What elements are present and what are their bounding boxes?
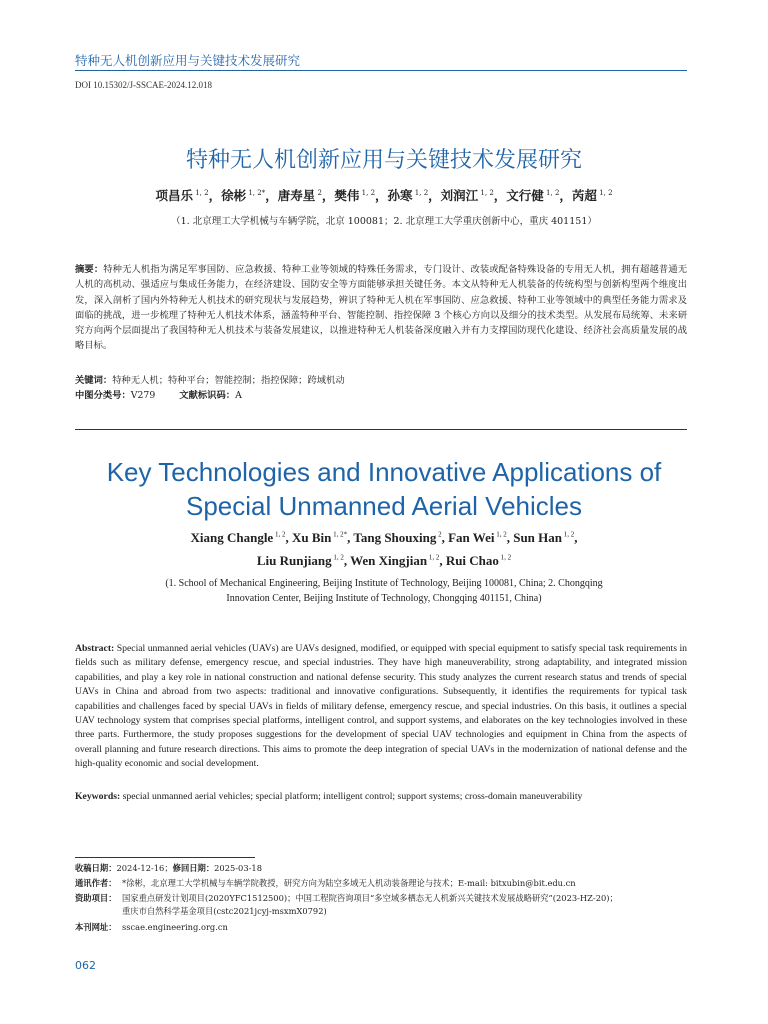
author-name: Tang Shouxing <box>353 530 437 545</box>
journal-url[interactable]: sscae.engineering.org.cn <box>122 922 228 932</box>
author-name: 樊伟 <box>334 188 360 203</box>
author-affiliation-mark: 1, 2 <box>498 553 512 562</box>
cn-classification <box>75 387 687 401</box>
author-affiliation-mark: 1, 2 <box>273 530 286 539</box>
corresponding-label: 通讯作者： <box>75 878 117 888</box>
en-affiliation <box>0 576 768 606</box>
cn-doc-code: A <box>235 390 242 401</box>
en-authors-line1: Xiang Changle $^{1, 2}$, Xu Bin $^{1, 2*}$, Tang Shouxing $^2$, Fan Wei $^{1, 2}$, Sun Han $^{1, 2}$, <box>190 530 578 545</box>
author-affiliation-mark: 1, 2 <box>543 188 560 197</box>
funding-line2: 重庆市自然科学基金项目(cstc2021jcyj-msxmX0792) <box>122 906 327 916</box>
en-affiliation-line2: Innovation Center, Beijing Institute of Technology, Chongqing 401151, China) <box>226 593 542 604</box>
cn-abstract-label: 摘要： <box>75 264 104 275</box>
author-affiliation-mark: 1, 2 <box>359 188 376 197</box>
author-name: 唐寿星 <box>277 188 316 203</box>
author-affiliation-mark: 2 <box>436 530 442 539</box>
revised-label: 修回日期： <box>172 863 215 873</box>
author-name: Liu Runjiang <box>256 553 332 568</box>
cn-keywords-text: 特种无人机；特种平台；智能控制；指控保障；跨域机动 <box>112 375 345 386</box>
funding-line1: 国家重点研发计划项目(2020YFC1512500)；中国工程院咨询项目“多空域多栖态无人机新兴关键技术发展战略研究”(2023-HZ-20)； <box>122 893 618 903</box>
doi: DOI 10.15302/J-SSCAE-2024.12.018 <box>75 80 213 90</box>
cn-authors: 项昌乐 $^{1, 2}$，徐彬 $^{1, 2*}$，唐寿星 $^2$，樊伟 $^{1, 2}$，孙寒 $^{1, 2}$，刘润江 $^{1, 2}$，文行健 $^{1, 2}$，芮超 $^{1, 2}$ <box>155 188 613 203</box>
footnote-funding <box>75 892 687 918</box>
author-affiliation-mark: 1, 2* <box>246 188 266 197</box>
cn-affiliation: （1. 北京理工大学机械与车辆学院，北京 100081；2. 北京理工大学重庆创新中心，重庆 401151） <box>171 216 597 227</box>
page-number: 062 <box>75 959 96 972</box>
en-keywords-text: special unmanned aerial vehicles; special platform; intelligent control; support systems; cross-domain maneuverability <box>122 791 583 802</box>
author-name: Fan Wei <box>448 530 495 545</box>
author-affiliation-mark: 1, 2 <box>412 188 429 197</box>
author-affiliation-mark: 1, 2 <box>562 530 575 539</box>
en-affiliation-line1: (1. School of Mechanical Engineering, Beijing Institute of Technology, Beijing 100081, China; 2. Chongqing <box>165 578 603 589</box>
en-title <box>0 455 768 523</box>
footnote-url <box>75 921 687 934</box>
en-keywords-label: Keywords: <box>75 791 121 802</box>
author-affiliation-mark: 1, 2 <box>494 530 507 539</box>
footnote-corresponding <box>75 877 687 890</box>
author-affiliation-mark: 1, 2 <box>478 188 494 197</box>
author-affiliation-mark: 1, 2 <box>192 188 209 197</box>
cn-keywords-label: 关键词： <box>75 375 113 386</box>
funding-label: 资助项目： <box>75 893 117 903</box>
en-title-line1: Key Technologies and Innovative Applications of <box>106 457 662 487</box>
author-affiliation-mark: 2 <box>315 188 322 197</box>
author-name: Sun Han <box>513 530 563 545</box>
footnote-dates <box>75 862 687 875</box>
author-name: 孙寒 <box>387 188 413 203</box>
url-label: 本刊网址： <box>75 922 117 932</box>
en-authors-line2: Liu Runjiang $^{1, 2}$, Wen Xingjian $^{1, 2}$, Rui Chao $^{1, 2}$ <box>256 553 512 568</box>
running-head: 特种无人机创新应用与关键技术发展研究 <box>75 53 301 68</box>
revised-date: 2025-03-18 <box>214 863 262 873</box>
cn-keywords <box>75 372 687 386</box>
author-name: 徐彬 <box>221 188 247 203</box>
header-rule <box>75 70 687 71</box>
cn-clc-label: 中图分类号： <box>75 390 131 401</box>
received-date: 2024-12-16； <box>116 863 173 873</box>
en-abstract <box>75 642 687 772</box>
cn-doc-code-label: 文献标识码： <box>179 390 236 401</box>
cn-abstract-text: 特种无人机指为满足军事国防、应急救援、特种工业等领域的特殊任务需求，专门设计、改装或配备特殊设备的专用无人机，拥有超越普通无人机的高机动、强适应与集成任务能力，在经济建设、国防安全等方面能够承担关键任务。本文从特种无人机装备的传统构型与创新构型两个维度出发，深入剖析了国内外特种无人机技术的研究现状与发展趋势，辨识了特种无人机在军事国防、应急救援、特种工业等领域中的典型任务能力需求及面临的挑战，进一步梳理了特种无人机技术体系，涵盖特种平台、智能控制、指控保障 3 个核心方向以及细分的技术类型。从发展布局统筹、未来研究方向两个层面提出了我国特种无人机技术与装备发展建议，以推进特种无人机装备深度融入并有力支撑国防现代化建设、经济社会高质量发展的战略目标。 <box>75 264 687 352</box>
cn-abstract <box>75 262 687 354</box>
received-label: 收稿日期： <box>75 863 117 873</box>
en-abstract-text: Special unmanned aerial vehicles (UAVs) are UAVs designed, modified, or equipped with special equipment to satisfy special task requirements in fields such as military defense, emergency rescue, and special industries. They have high maneuverability, strong adaptability, and integrated mission capabilities, and play a key role in national construction and national defense security. This study analyzes the current research status and trends of special UAVs in China and abroad from two aspects: traditional and innovative configurations. Subsequently, it identifies the requirements for typical task capabilities and challenges faced by special UAVs in fields of military defense, emergency rescue, and special industries. On this basis, it outlines a special UAV technology system that comprises special platforms, intelligent control, and support systems, and elaborates on the key technologies involved in these three parts. Furthermore, the study proposes suggestions for the development of special UAV technologies and equipment in China from the aspects of overall planning and future research directions. This aims to promote the deep integration of special UAVs in the modernization of national defense and the high-quality economic and social development. <box>75 643 687 770</box>
author-name: 项昌乐 <box>155 188 193 203</box>
author-name: Rui Chao <box>445 553 499 568</box>
author-affiliation-mark: 1, 2* <box>331 530 348 539</box>
author-name: Xiang Changle <box>190 530 274 545</box>
funding-text <box>122 892 682 918</box>
author-name: Xu Bin <box>291 530 332 545</box>
section-divider <box>75 429 687 430</box>
en-title-line2: Special Unmanned Aerial Vehicles <box>185 491 583 521</box>
author-affiliation-mark: 1, 2 <box>427 553 440 562</box>
cn-title: 特种无人机创新应用与关键技术发展研究 <box>185 148 582 173</box>
author-name: Wen Xingjian <box>350 553 428 568</box>
author-name: 刘润江 <box>440 188 479 203</box>
author-affiliation-mark: 1, 2 <box>331 553 344 562</box>
author-affiliation-mark: 1, 2 <box>596 188 613 197</box>
footnote-rule <box>75 857 255 858</box>
en-abstract-label: Abstract: <box>75 643 115 654</box>
author-name: 芮超 <box>571 188 597 203</box>
cn-clc: V279 <box>130 390 156 401</box>
en-keywords <box>75 791 687 802</box>
author-name: 文行健 <box>506 188 544 203</box>
corresponding-text: *徐彬，北京理工大学机械与车辆学院教授，研究方向为陆空多域无人机动装备理论与技术；E-mail: bitxubin@bit.edu.cn <box>122 878 576 888</box>
